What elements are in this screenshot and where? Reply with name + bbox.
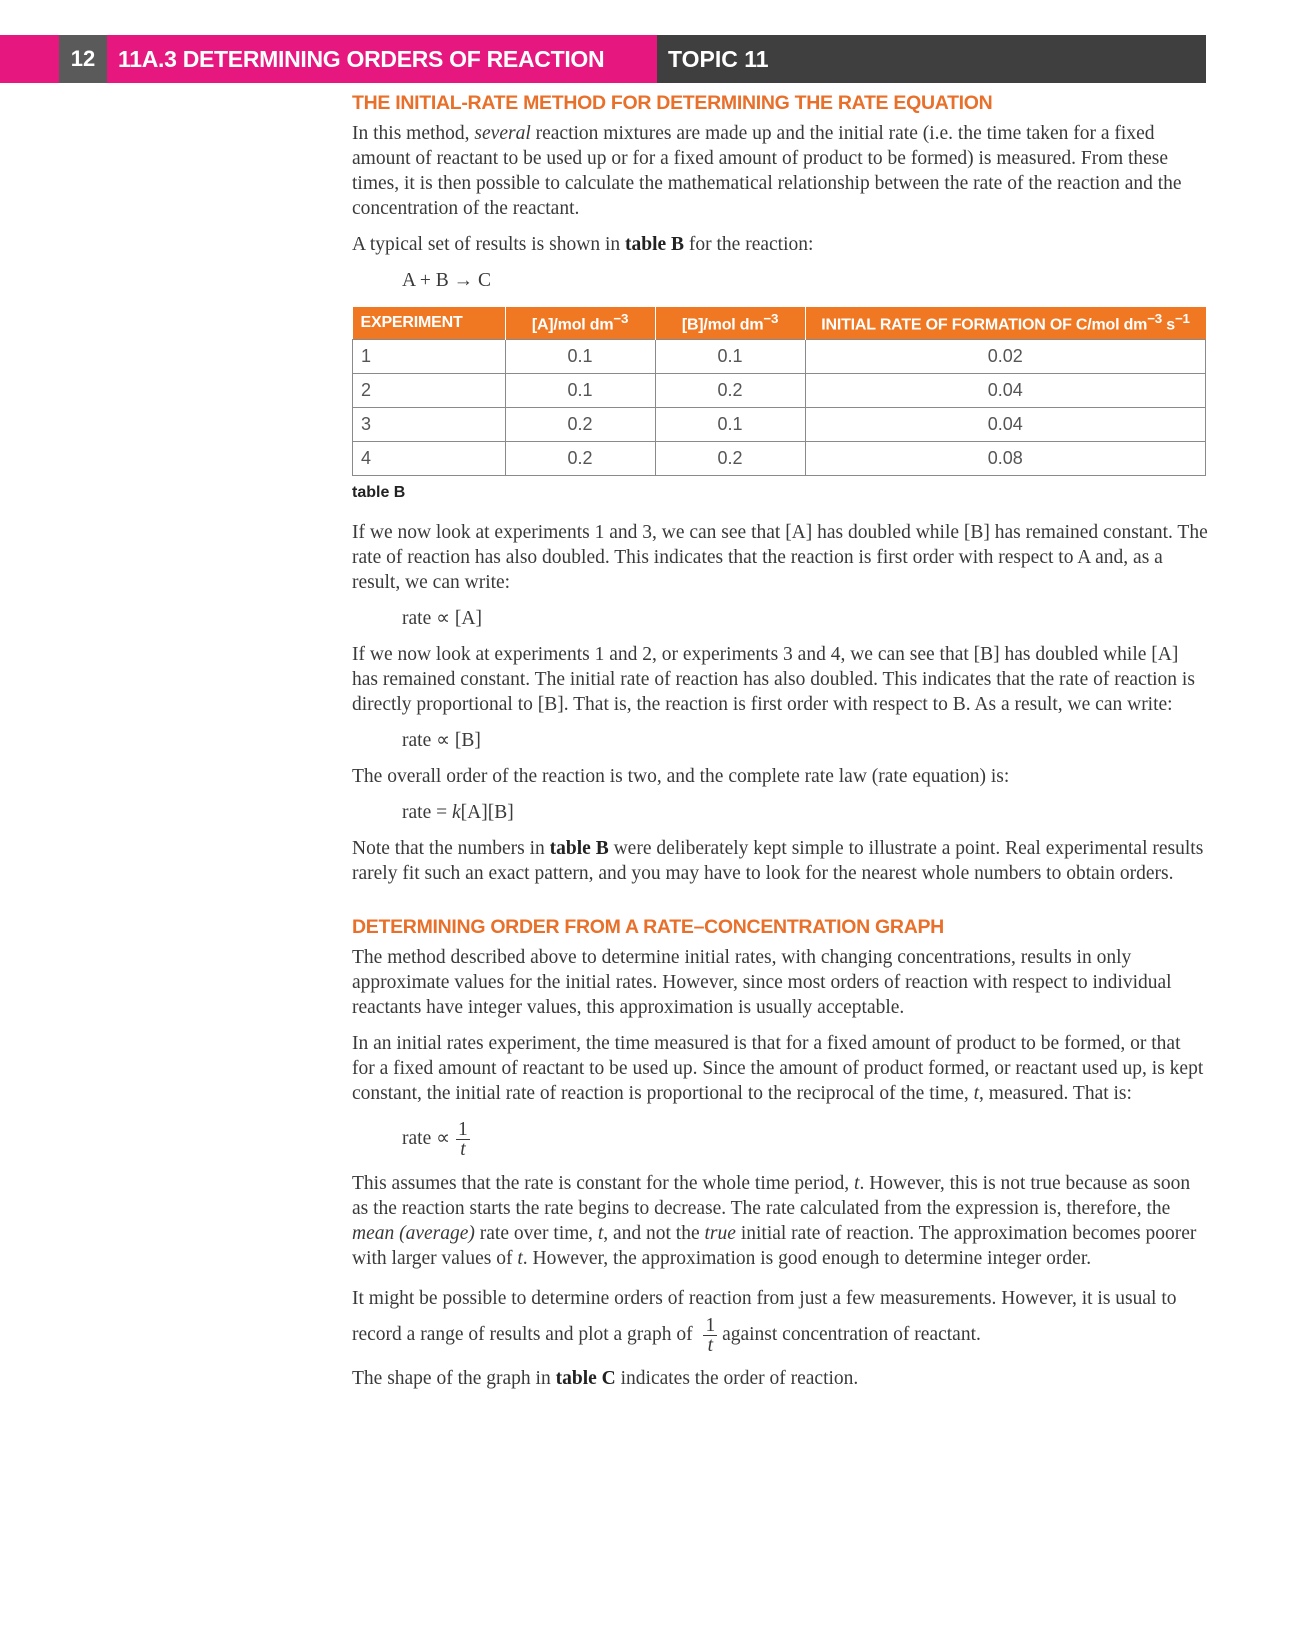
table-row xyxy=(353,340,1206,374)
heading-initial-rate-method: THE INITIAL-RATE METHOD FOR DETERMINING THE RATE EQUATION xyxy=(352,92,993,114)
equation-rate-b: rate ∝ [B] xyxy=(402,730,481,751)
header-conc-b: [B]/mol $dm^{-3}$ xyxy=(655,307,805,340)
paragraph-overall-order: The overall order of the reaction is two, and the complete rate law (rate equation) is: xyxy=(352,766,1010,787)
cell-rate: 0.08 xyxy=(805,442,1206,476)
cell-conc-b: 0.1 xyxy=(655,340,805,374)
table-caption: table B xyxy=(352,484,406,501)
paragraph-experiments-1-2: If we now look at experiments 1 and 2, or experiments 3 and 4, we can see that [B] has doubled while [A] has remained constant. The initial rate of reaction has also doubled. This indicates that the rate of reaction is directly proportional to [B]. That is, the reaction is first order with respect to B. As a result, we can write: xyxy=(352,644,1195,715)
paragraph-approximation: The method described above to determine initial rates, with changing concentrations, results in only approximate values for the initial rates. However, since most orders of reaction with respect to individual reactants have integer values, this approximation is usually acceptable. xyxy=(352,947,1172,1018)
paragraph-mean-rate: This assumes that the rate is constant for the whole time period, t. However, this is not true because as soon as the reaction starts the rate begins to decrease. The rate calculated from the expression is, therefore, the mean (average) rate over time, t, and not the true initial rate of reaction. The approximation becomes poorer with larger values of t. However, the approximation is good enough to determine integer order. xyxy=(352,1173,1197,1269)
cell-conc-a: 0.2 xyxy=(505,408,655,442)
cell-conc-a: 0.1 xyxy=(505,340,655,374)
section-title: 11A.3 DETERMINING ORDERS OF REACTION xyxy=(118,46,605,72)
paragraph-graph-shape: The shape of the graph in table C indicates the order of reaction. xyxy=(352,1368,859,1389)
page-header xyxy=(0,35,1206,83)
cell-experiment: 2 xyxy=(353,374,506,408)
table-header-row xyxy=(353,307,1206,340)
reaction-equation: A + B → C xyxy=(402,270,492,291)
table-row xyxy=(353,408,1206,442)
results-table xyxy=(352,307,1206,476)
cell-conc-a: 0.2 xyxy=(505,442,655,476)
paragraph-reciprocal-time: In an initial rates experiment, the time measured is that for a fixed amount of product to be formed, or that for a fixed amount of reactant to be used up. Since the amount of product formed, or reactant used up, is kept constant, the initial rate of reaction is proportional to the reciprocal of the time, t, measured. That is: xyxy=(352,1033,1204,1104)
cell-rate: 0.04 xyxy=(805,408,1206,442)
cell-conc-b: 0.2 xyxy=(655,374,805,408)
fraction: $\frac{1}{t}$ xyxy=(458,1119,468,1160)
header-initial-rate: INITIAL RATE OF FORMATION OF C/mol $dm^{-3}$ $s^{-1}$ xyxy=(805,307,1206,340)
cell-rate: 0.02 xyxy=(805,340,1206,374)
page-content xyxy=(352,92,1208,1402)
cell-experiment: 4 xyxy=(353,442,506,476)
table-row xyxy=(353,442,1206,476)
equation-rate-law: rate = k[A][B] xyxy=(402,802,514,823)
paragraph-typical-results: A typical set of results is shown in table B for the reaction: xyxy=(352,234,814,255)
cell-experiment: 3 xyxy=(353,408,506,442)
paragraph-note: Note that the numbers in table B were deliberately kept simple to illustrate a point. Real experimental results rarely fit such an exact pattern, and you may have to look for the nearest whole numbers to obtain orders. xyxy=(352,838,1204,884)
heading-rate-concentration-graph: DETERMINING ORDER FROM A RATE–CONCENTRATION GRAPH xyxy=(352,916,944,938)
cell-conc-b: 0.2 xyxy=(655,442,805,476)
fraction: $\frac{1}{t}$ xyxy=(705,1315,716,1356)
paragraph-method-intro: In this method, several reaction mixtures are made up and the initial rate (i.e. the time taken for a fixed amount of reactant to be used up or for a fixed amount of product to be formed) is measured. From these times, it is then possible to calculate the mathematical relationship between the rate of the reaction and the concentration of the reactant. xyxy=(352,123,1182,219)
paragraph-plot-graph: It might be possible to determine orders of reaction from just a few measurements. However, it is usual to record a range of results and plot a graph of $\frac{1}{t}$ against concentration of reactant. xyxy=(352,1288,1177,1356)
table-row xyxy=(353,374,1206,408)
cell-conc-b: 0.1 xyxy=(655,408,805,442)
header-conc-a: [A]/mol $dm^{-3}$ xyxy=(505,307,655,340)
cell-experiment: 1 xyxy=(353,340,506,374)
paragraph-experiments-1-3: If we now look at experiments 1 and 3, we can see that [A] has doubled while [B] has remained constant. The rate of reaction has also doubled. This indicates that the reaction is first order with respect to A and, as a result, we can write: xyxy=(352,522,1208,593)
equation-rate-a: rate ∝ [A] xyxy=(402,608,482,629)
topic-label: TOPIC 11 xyxy=(668,46,769,72)
equation-rate-reciprocal: rate ∝ $\frac{1}{t}$ xyxy=(402,1119,468,1160)
header-experiment: EXPERIMENT xyxy=(353,307,506,340)
cell-conc-a: 0.1 xyxy=(505,374,655,408)
page-number: 12 xyxy=(59,35,107,83)
cell-rate: 0.04 xyxy=(805,374,1206,408)
